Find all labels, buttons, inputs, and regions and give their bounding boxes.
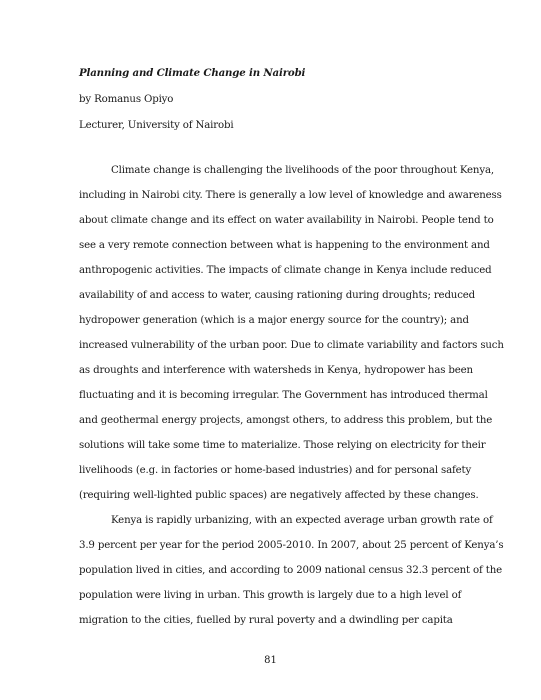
paragraph-line: livelihoods (e.g. in factories or home-based industries) and for personal safety	[79, 465, 472, 476]
paragraph-line: see a very remote connection between what is happening to the environment and	[79, 240, 490, 251]
author-line: by Romanus Opiyo	[79, 94, 174, 105]
paragraph-line: population were living in urban. This growth is largely due to a high level of	[79, 590, 462, 601]
paragraph-line: Climate change is challenging the livelihoods of the poor throughout Kenya,	[111, 165, 494, 176]
paragraph-line: 3.9 percent per year for the period 2005-2010. In 2007, about 25 percent of Kenya’s	[79, 540, 504, 551]
paragraph-line: population lived in cities, and according to 2009 national census 32.3 percent of the	[79, 565, 502, 576]
document-title: Planning and Climate Change in Nairobi	[79, 67, 306, 79]
paragraph-line: (requiring well-lighted public spaces) are negatively affected by these changes.	[79, 490, 479, 501]
paragraph-line: and geothermal energy projects, amongst others, to address this problem, but the	[79, 415, 493, 426]
paragraph-line: about climate change and its effect on water availability in Nairobi. People tend to	[79, 215, 494, 226]
paragraph-line: fluctuating and it is becoming irregular. The Government has introduced thermal	[79, 390, 488, 401]
paragraph-line: solutions will take some time to materialize. Those relying on electricity for their	[79, 440, 486, 451]
page-number: 81	[264, 655, 277, 666]
paragraph-line: as droughts and interference with watersheds in Kenya, hydropower has been	[79, 365, 473, 376]
affiliation-line: Lecturer, University of Nairobi	[79, 120, 234, 131]
paragraph-line: migration to the cities, fuelled by rural poverty and a dwindling per capita	[79, 615, 453, 626]
paragraph-line: availability of and access to water, causing rationing during droughts; reduced	[79, 290, 476, 301]
paragraph-line: anthropogenic activities. The impacts of climate change in Kenya include reduced	[79, 265, 492, 276]
paragraph-line: hydropower generation (which is a major energy source for the country); and	[79, 315, 469, 326]
paragraph-line: increased vulnerability of the urban poor. Due to climate variability and factors such	[79, 340, 504, 351]
paragraph-line: including in Nairobi city. There is generally a low level of knowledge and awareness	[79, 190, 502, 201]
paragraph-line: Kenya is rapidly urbanizing, with an expected average urban growth rate of	[111, 515, 493, 526]
